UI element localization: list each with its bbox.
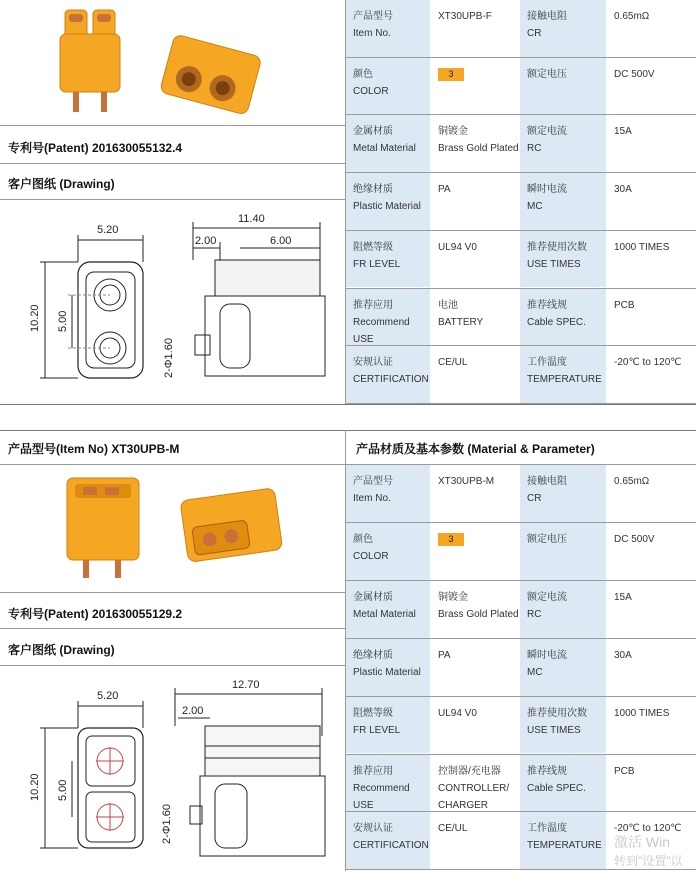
param-label-en: MC	[527, 666, 543, 678]
param-label-cn: 推荐应用	[353, 299, 393, 311]
param-label-en: CERTIFICATION	[353, 374, 429, 386]
param-value-text: -20℃ to 120℃	[614, 823, 682, 835]
watermark-line2: 转到"设置"以	[614, 854, 683, 868]
param-value	[607, 639, 696, 696]
dim-pin-top: 2-Φ1.60	[163, 338, 175, 378]
param-label-cn: 绝缘材质	[353, 649, 393, 661]
color-swatch: 3	[438, 533, 464, 546]
param-value	[431, 346, 519, 403]
param-label	[346, 523, 430, 580]
param-label	[346, 173, 430, 230]
param-value	[431, 639, 519, 696]
param-value	[431, 231, 519, 288]
dim-width-top: 5.20	[97, 224, 119, 236]
param-label	[346, 289, 430, 346]
param-label	[520, 0, 606, 57]
param-label-en: Cable SPEC.	[527, 782, 586, 794]
param-label	[520, 581, 606, 638]
param-value-text: -20℃ to 120℃	[614, 357, 682, 369]
param-label-en: CR	[527, 28, 542, 39]
param-value	[431, 115, 519, 172]
param-label	[520, 465, 606, 522]
param-label-en: MC	[527, 201, 543, 213]
param-value-text: 0.65mΩ	[614, 476, 650, 487]
param-label-en: Item No.	[353, 493, 391, 504]
param-label	[520, 755, 606, 812]
param-label	[520, 115, 606, 172]
param-label	[346, 812, 430, 869]
patent-label-bottom: 专利号(Patent) 201630055129.2	[8, 607, 183, 621]
param-label-en: CR	[527, 493, 542, 504]
param-value-text: 1000 TIMES	[614, 707, 670, 719]
param-value	[607, 173, 696, 230]
param-label-en: TEMPERATURE	[527, 374, 602, 386]
param-value-text: 30A	[614, 184, 632, 196]
param-value	[607, 697, 696, 754]
item-label-bottom: 产品型号(Item No) XT30UPB-M	[8, 442, 180, 456]
param-value-text: 电池	[438, 299, 458, 311]
technical-drawing-bottom	[0, 666, 345, 871]
param-value-text: UL94 V0	[438, 241, 477, 253]
param-value	[607, 581, 696, 638]
param-label-cn: 绝缘材质	[353, 184, 393, 196]
param-label	[520, 289, 606, 346]
param-value	[431, 173, 519, 230]
param-value-text: PA	[438, 184, 451, 196]
param-label-en: Recommend USE	[353, 782, 410, 811]
param-value-text: 铜镀金	[438, 126, 468, 138]
param-label	[346, 639, 430, 696]
param-value	[607, 231, 696, 288]
param-label	[520, 697, 606, 754]
param-label-cn: 金属材质	[353, 126, 393, 138]
param-value	[607, 0, 696, 57]
dim-height-bottom: 10.20	[29, 773, 41, 801]
param-value	[431, 697, 519, 754]
param-label-cn: 产品型号	[353, 11, 393, 22]
param-label-cn: 推荐使用次数	[527, 707, 587, 719]
param-label-en: Plastic Material	[353, 666, 421, 678]
param-label-cn: 接触电阻	[527, 11, 567, 22]
param-label	[346, 346, 430, 403]
param-value-text: PCB	[614, 299, 635, 311]
param-value-text: CE/UL	[438, 357, 468, 369]
param-label-cn: 安规认证	[353, 357, 393, 369]
param-value	[431, 523, 519, 580]
param-value-text: PA	[438, 649, 451, 661]
dim-a-top: 2.00	[195, 235, 217, 247]
param-label	[346, 0, 430, 57]
param-value	[431, 581, 519, 638]
param-label-cn: 推荐应用	[353, 765, 393, 777]
param-value	[431, 58, 519, 115]
param-value	[607, 346, 696, 403]
param-label-en: RC	[527, 608, 542, 620]
technical-drawing-top	[0, 200, 345, 400]
param-value-text: DC 500V	[614, 533, 655, 545]
param-value-text-2: BATTERY	[438, 316, 484, 328]
param-value-text-2: CONTROLLER/	[438, 782, 510, 794]
watermark-line1: 激活 Win	[614, 834, 670, 850]
param-label	[346, 231, 430, 288]
param-value-text: 铜镀金	[438, 591, 468, 603]
dim-total-top: 11.40	[238, 213, 265, 225]
param-value-text-2: Brass Gold Plated	[438, 143, 519, 155]
param-label-en: USE TIMES	[527, 258, 581, 270]
param-value-text: 控制器/充电器	[438, 765, 501, 777]
param-label-cn: 额定电压	[527, 68, 567, 80]
param-value-text-3: CHARGER	[438, 799, 489, 811]
param-label	[520, 231, 606, 288]
param-label-cn: 安规认证	[353, 823, 393, 835]
dim-b-top: 6.00	[270, 235, 292, 247]
param-label-en: Plastic Material	[353, 201, 421, 213]
param-label-cn: 瞬时电流	[527, 649, 567, 661]
param-value	[607, 755, 696, 812]
param-label-en: TEMPERATURE	[527, 840, 602, 852]
param-label-en: USE TIMES	[527, 724, 581, 736]
dim-height-top: 10.20	[29, 304, 41, 332]
param-label	[520, 523, 606, 580]
param-value-text: 0.65mΩ	[614, 11, 650, 22]
param-value-text: CE/UL	[438, 823, 468, 835]
param-label	[520, 173, 606, 230]
param-label-en: Metal Material	[353, 143, 416, 155]
param-label	[346, 697, 430, 754]
param-label-cn: 阻燃等级	[353, 241, 393, 253]
param-label	[520, 812, 606, 869]
windows-watermark	[614, 832, 683, 869]
param-value-text: PCB	[614, 765, 635, 777]
param-label-cn: 金属材质	[353, 591, 393, 603]
param-value	[431, 0, 519, 57]
param-label-cn: 推荐使用次数	[527, 241, 587, 253]
param-label-cn: 工作温度	[527, 357, 567, 369]
param-label-cn: 颜色	[353, 533, 373, 545]
param-label-en: FR LEVEL	[353, 724, 401, 736]
param-label-en: COLOR	[353, 550, 389, 562]
param-value-text: 15A	[614, 126, 632, 138]
dim-pitch-bottom: 5.00	[57, 779, 69, 801]
param-label	[346, 58, 430, 115]
param-label-en: Recommend USE	[353, 316, 410, 345]
param-value-text: 30A	[614, 649, 632, 661]
param-label-en: Cable SPEC.	[527, 316, 586, 328]
param-label	[520, 58, 606, 115]
param-label-cn: 产品型号	[353, 476, 393, 487]
param-value-text: DC 500V	[614, 68, 655, 80]
dim-a-bottom: 2.00	[182, 705, 204, 717]
param-value	[607, 523, 696, 580]
connector-photo-male	[55, 466, 295, 584]
drawing-label-top: 客户图纸 (Drawing)	[8, 177, 115, 191]
param-value	[431, 755, 519, 812]
param-label-cn: 推荐线规	[527, 765, 567, 777]
params-label-bottom: 产品材质及基本参数 (Material & Parameter)	[356, 442, 595, 456]
color-swatch: 3	[438, 68, 464, 81]
param-value-text: XT30UPB-M	[438, 476, 495, 487]
param-value	[607, 115, 696, 172]
param-value-text: 15A	[614, 591, 632, 603]
dim-pitch-top: 5.00	[57, 310, 69, 332]
param-label-cn: 接触电阻	[527, 476, 567, 487]
param-label	[346, 465, 430, 522]
patent-label-top: 专利号(Patent) 201630055132.4	[8, 141, 183, 155]
param-value-text: XT30UPB-F	[438, 11, 492, 22]
param-label	[520, 639, 606, 696]
param-label-en: FR LEVEL	[353, 258, 401, 270]
dim-width-bottom: 5.20	[97, 690, 119, 702]
dim-total-bottom: 12.70	[232, 679, 260, 691]
param-value	[431, 289, 519, 346]
param-label-en: RC	[527, 143, 542, 155]
param-label-cn: 阻燃等级	[353, 707, 393, 719]
param-value-text: UL94 V0	[438, 707, 477, 719]
param-value	[607, 58, 696, 115]
param-label-cn: 推荐线规	[527, 299, 567, 311]
param-label-cn: 额定电流	[527, 126, 567, 138]
param-value	[431, 465, 519, 522]
param-label	[346, 115, 430, 172]
param-label	[346, 581, 430, 638]
param-label-cn: 工作温度	[527, 823, 567, 835]
param-label-cn: 瞬时电流	[527, 184, 567, 196]
param-label-en: COLOR	[353, 85, 389, 97]
param-label-cn: 额定电压	[527, 533, 567, 545]
param-value	[607, 289, 696, 346]
drawing-label-bottom: 客户图纸 (Drawing)	[8, 643, 115, 657]
param-label-en: Item No.	[353, 28, 391, 39]
param-label-en: Metal Material	[353, 608, 416, 620]
param-label	[520, 346, 606, 403]
param-label-cn: 额定电流	[527, 591, 567, 603]
param-label-cn: 颜色	[353, 68, 373, 80]
dim-pin-bottom: 2-Φ1.60	[161, 804, 173, 844]
param-value-text: 1000 TIMES	[614, 241, 670, 253]
param-value	[607, 465, 696, 522]
param-label	[346, 755, 430, 812]
param-value	[431, 812, 519, 869]
param-value-text-2: Brass Gold Plated	[438, 608, 519, 620]
param-label-en: CERTIFICATION	[353, 840, 429, 852]
connector-photo-female	[55, 4, 295, 119]
